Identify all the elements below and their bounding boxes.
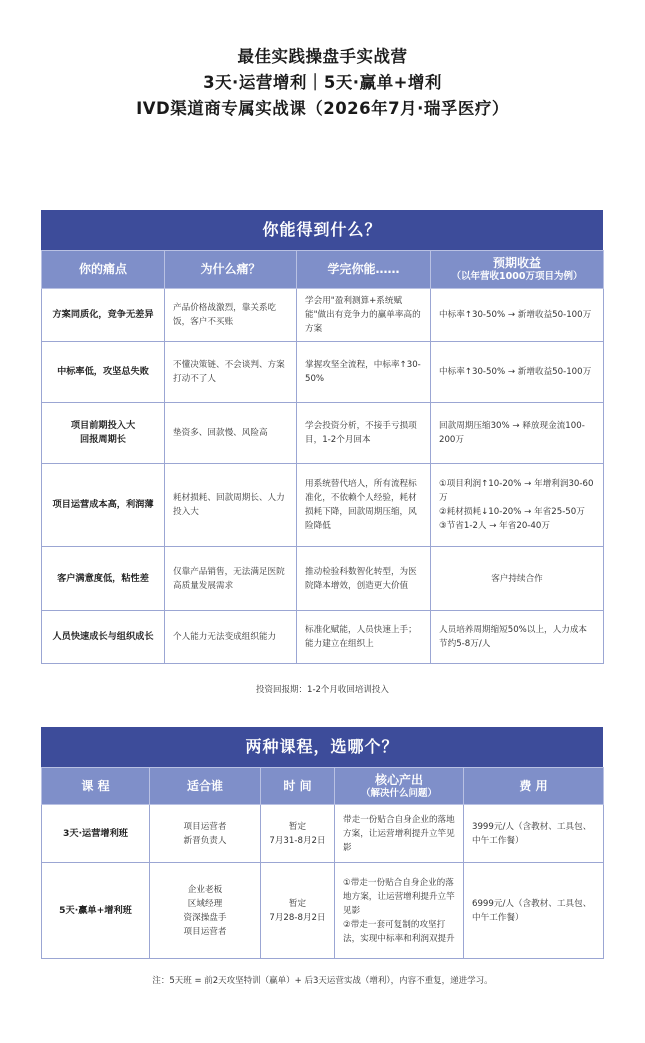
benefit-header-label: 预期收益	[492, 256, 541, 270]
learn-cell: 用系统替代培人，所有流程标准化，不依赖个人经验，耗材损耗下降，回款周期压缩，风险降低	[297, 464, 431, 547]
fee-cell: 3999元/人（含教材、工具包、中午工作餐）	[464, 805, 604, 863]
time-line: 7月28-8月2日	[269, 912, 326, 923]
time-line: 暂定	[288, 898, 307, 909]
pain-cell: 人员快速成长与组织成长	[42, 611, 165, 664]
fit-cell	[150, 805, 261, 863]
col-header-time: 时 间	[261, 768, 335, 805]
table-row	[42, 403, 604, 464]
pain-cell-line: 回报周期长	[80, 434, 126, 445]
time-cell	[261, 863, 335, 959]
benefit-cell: 人员培养周期缩短50%以上，人力成本节约5-8万/人	[431, 611, 604, 664]
pain-cell: 中标率低，攻坚总失败	[42, 342, 165, 403]
page-header	[0, 44, 645, 122]
pain-cell	[42, 403, 165, 464]
col-header-fit: 适合谁	[150, 768, 261, 805]
benefit-cell: 中标率↑30-50% → 新增收益50-100万	[431, 342, 604, 403]
benefit-line: ③节省1-2人 → 年省20-40万	[439, 521, 550, 531]
benefit-line: ①项目利润↑10-20% → 年增利润30-60万	[439, 479, 594, 503]
learn-cell: 学会用"盈利测算+系统赋能"做出有竞争力的赢单率高的方案	[297, 289, 431, 342]
why-cell: 产品价格战激烈，靠关系吃饭，客户不买账	[165, 289, 297, 342]
col-header-course: 课 程	[42, 768, 150, 805]
col-header-learn: 学完你能……	[297, 251, 431, 289]
gain-section	[41, 210, 603, 664]
roi-note: 投资回报期：1-2个月收回培训投入	[256, 685, 389, 695]
pain-cell: 方案同质化，竞争无差异	[42, 289, 165, 342]
course-header-row	[42, 768, 604, 805]
course-name-cell: 5天·赢单+增利班	[42, 863, 150, 959]
gain-title: 你能得到什么？	[41, 210, 603, 250]
benefit-line: ②耗材损耗↓10-20% → 年省25-50万	[439, 507, 585, 517]
fit-line: 项目运营者	[183, 821, 227, 832]
output-cell: 带走一份贴合自身企业的落地方案，让运营增利提升立竿见影	[335, 805, 464, 863]
table-row	[42, 805, 604, 863]
why-cell: 仅靠产品销售，无法满足医院高质量发展需求	[165, 547, 297, 611]
output-line: ①带走一份贴合自身企业的落地方案，让运营增利提升立竿见影	[343, 877, 455, 916]
benefit-cell: 中标率↑30-50% → 新增收益50-100万	[431, 289, 604, 342]
why-cell: 垫资多、回款慢、风险高	[165, 403, 297, 464]
table-row	[42, 547, 604, 611]
benefit-header-sub: （以年营收1000万项目为例）	[451, 271, 583, 282]
why-cell: 不懂决策链、不会谈判、方案打动不了人	[165, 342, 297, 403]
time-cell	[261, 805, 335, 863]
header-title-1: 最佳实践操盘手实战营	[237, 47, 408, 66]
col-header-why: 为什么痛？	[165, 251, 297, 289]
table-row	[42, 289, 604, 342]
gain-table	[41, 250, 604, 664]
fit-line: 资深操盘手	[183, 912, 227, 923]
output-header-label: 核心产出	[374, 772, 423, 787]
fit-line: 企业老板	[187, 884, 223, 895]
benefit-cell	[431, 464, 604, 547]
output-cell	[335, 863, 464, 959]
gain-header-row	[42, 251, 604, 289]
fee-cell: 6999元/人（含教材、工具包、中午工作餐）	[464, 863, 604, 959]
table-row	[42, 863, 604, 959]
table-row	[42, 464, 604, 547]
course-section	[41, 727, 603, 959]
why-cell: 耗材损耗、回款周期长、人力投入大	[165, 464, 297, 547]
course-note: 注：5天班 = 前2天攻坚特训（赢单）+ 后3天运营实战（增利），内容不重复，递进学习。	[152, 976, 493, 986]
why-cell: 个人能力无法变成组织能力	[165, 611, 297, 664]
learn-cell: 推动检验科数智化转型，为医院降本增效，创造更大价值	[297, 547, 431, 611]
course-name-cell: 3天·运营增利班	[42, 805, 150, 863]
pain-cell: 项目运营成本高，利润薄	[42, 464, 165, 547]
time-line: 暂定	[288, 821, 307, 832]
fit-line: 区域经理	[187, 898, 223, 909]
course-title: 两种课程，选哪个？	[41, 727, 603, 767]
learn-cell: 掌握攻坚全流程，中标率↑30-50%	[297, 342, 431, 403]
benefit-cell: 客户持续合作	[431, 547, 604, 611]
pain-cell-line: 项目前期投入大	[70, 420, 136, 431]
course-table	[41, 767, 604, 959]
fit-cell	[150, 863, 261, 959]
output-header-sub: （解决什么问题）	[360, 787, 437, 799]
fit-line: 项目运营者	[183, 926, 227, 937]
table-row	[42, 611, 604, 664]
learn-cell: 学会投资分析，不接手亏损项目，1-2个月回本	[297, 403, 431, 464]
header-title-2: 3天·运营增利｜5天·赢单+增利	[203, 73, 442, 92]
col-header-fee: 费 用	[464, 768, 604, 805]
fit-line: 新晋负责人	[183, 835, 227, 846]
table-row	[42, 342, 604, 403]
col-header-pain: 你的痛点	[42, 251, 165, 289]
learn-cell: 标准化赋能，人员快速上手；能力建立在组织上	[297, 611, 431, 664]
header-title-3: IVD渠道商专属实战课（2026年7月·瑞孚医疗）	[136, 99, 509, 118]
output-line: ②带走一套可复制的攻坚打法，实现中标率和利润双提升	[343, 919, 455, 944]
col-header-benefit	[431, 251, 604, 289]
benefit-cell: 回款周期压缩30% → 释放现金流100-200万	[431, 403, 604, 464]
col-header-output	[335, 768, 464, 805]
time-line: 7月31-8月2日	[269, 835, 326, 846]
pain-cell: 客户满意度低，粘性差	[42, 547, 165, 611]
